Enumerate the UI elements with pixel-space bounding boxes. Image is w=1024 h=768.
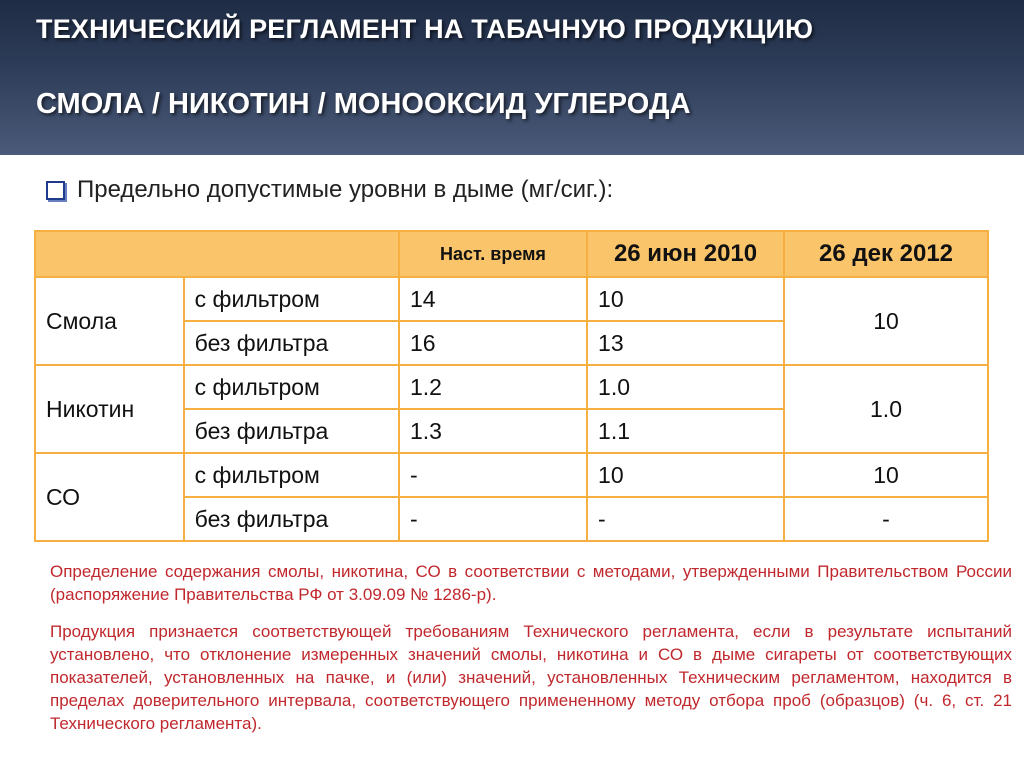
filter-cell: без фильтра — [184, 409, 399, 453]
filter-cell: без фильтра — [184, 497, 399, 541]
jun2010-value-cell: 10 — [587, 453, 784, 497]
jun2010-value-cell: 13 — [587, 321, 784, 365]
filter-cell: с фильтром — [184, 453, 399, 497]
current-value-cell: - — [399, 497, 587, 541]
jun2010-value-cell: 10 — [587, 277, 784, 321]
table-header-row — [35, 231, 988, 277]
current-value-cell: 16 — [399, 321, 587, 365]
group-name-cell: СО — [35, 453, 184, 541]
method-note: Определение содержания смолы, никотина, СО в соответствии с методами, утвержденными Правительством России (распоряжение Правительства РФ от 3.09.09 № 1286-р). — [50, 562, 1012, 604]
slide-header — [0, 0, 1024, 155]
dec2012-value-cell: 10 — [784, 453, 988, 497]
header-cell-empty — [35, 231, 399, 277]
jun2010-value-cell: 1.1 — [587, 409, 784, 453]
dec2012-value-cell: 10 — [784, 277, 988, 365]
filter-cell: без фильтра — [184, 321, 399, 365]
jun2010-value-cell: - — [587, 497, 784, 541]
bullet-text: Предельно допустимые уровни в дыме (мг/сиг.): — [77, 176, 614, 203]
filter-cell: с фильтром — [184, 277, 399, 321]
bullet-item — [46, 176, 613, 204]
table-row — [35, 277, 988, 321]
limits-table — [34, 230, 989, 542]
group-name-cell: Никотин — [35, 365, 184, 453]
jun2010-value-cell: 1.0 — [587, 365, 784, 409]
table-row — [35, 365, 988, 409]
slide-title: ТЕХНИЧЕСКИЙ РЕГЛАМЕНТ НА ТАБАЧНУЮ ПРОДУКЦИЮ — [36, 14, 814, 44]
header-cell-jun2010: 26 июн 2010 — [587, 231, 784, 277]
checkbox-icon — [46, 181, 65, 200]
header-cell-dec2012: 26 дек 2012 — [784, 231, 988, 277]
filter-cell: с фильтром — [184, 365, 399, 409]
header-cell-current: Наст. время — [399, 231, 587, 277]
current-value-cell: 1.2 — [399, 365, 587, 409]
compliance-note: Продукция признается соответствующей требованиям Технического регламента, если в результате испытаний установлено, что отклонение измеренных значений смолы, никотина и СО в дыме сигареты от соответствующих показателей, установленных на пачке, и (или) значений, установленных Техническим регламентом, находится в пределах доверительного интервала, соответствующего примененному методу отбора проб (образцов) (ч. 6, ст. 21 Технического регламента). — [50, 622, 1012, 733]
group-name-cell: Смола — [35, 277, 184, 365]
slide-subtitle: СМОЛА / НИКОТИН / МОНООКСИД УГЛЕРОДА — [36, 88, 691, 120]
table-row — [35, 453, 988, 497]
current-value-cell: 14 — [399, 277, 587, 321]
dec2012-value-cell: - — [784, 497, 988, 541]
current-value-cell: - — [399, 453, 587, 497]
current-value-cell: 1.3 — [399, 409, 587, 453]
dec2012-value-cell: 1.0 — [784, 365, 988, 453]
